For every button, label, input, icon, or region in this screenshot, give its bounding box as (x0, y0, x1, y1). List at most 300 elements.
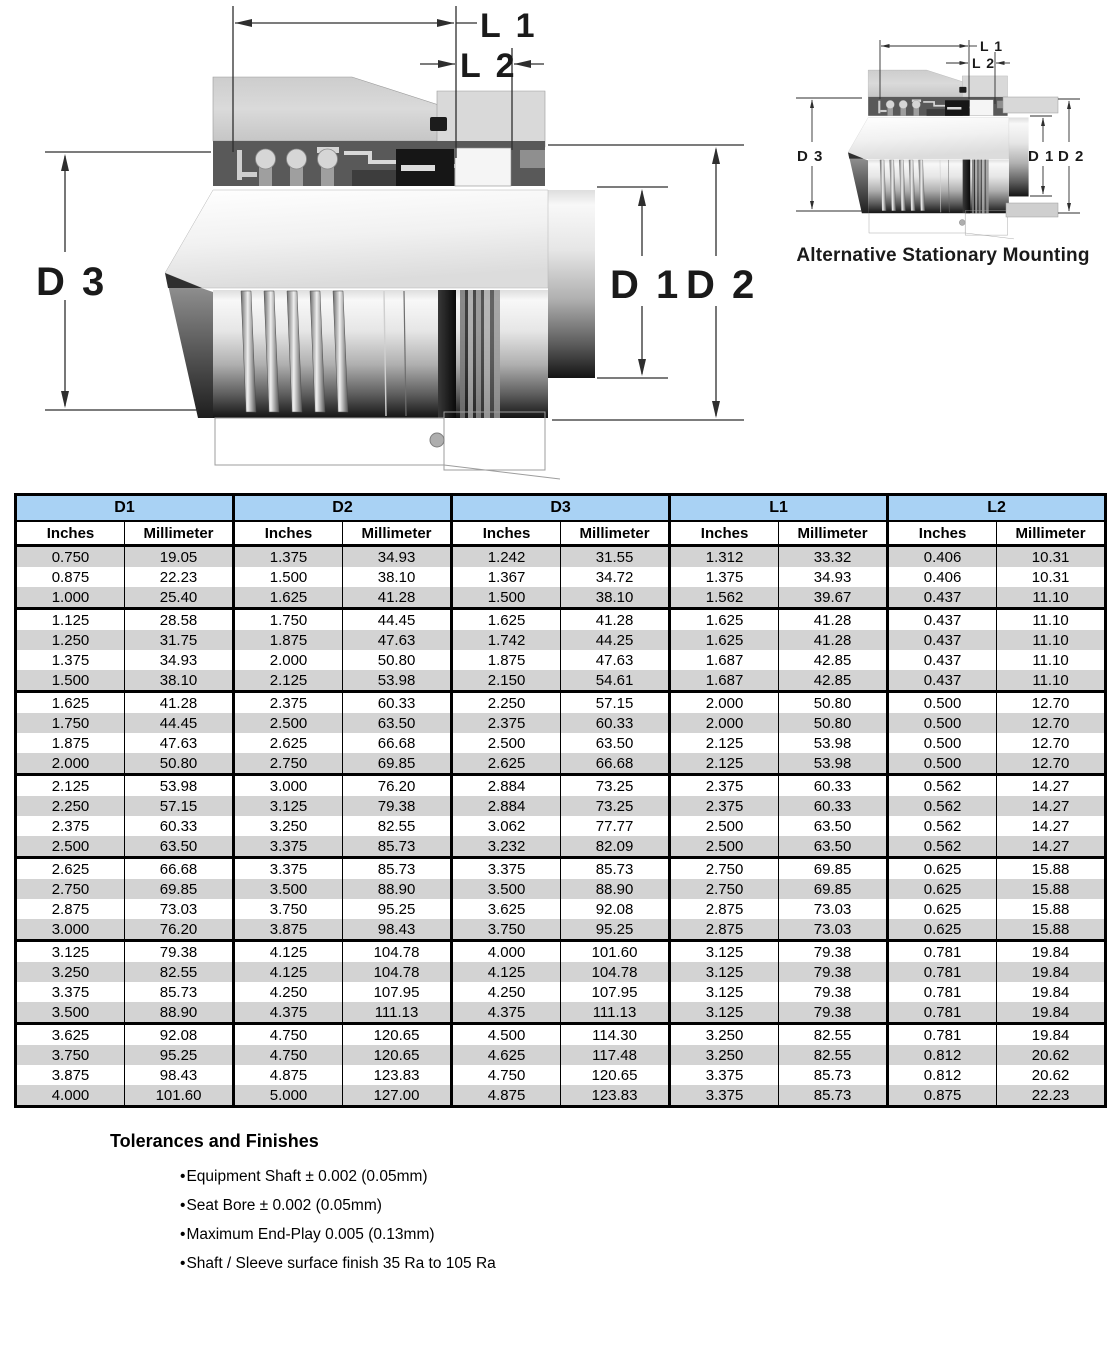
table-cell: 3.750 (234, 899, 343, 919)
table-cell: 60.33 (779, 775, 888, 797)
table-cell: 53.98 (779, 733, 888, 753)
table-group-header-row (16, 495, 1106, 522)
table-cell: 0.500 (888, 713, 997, 733)
table-cell: 41.28 (343, 587, 452, 609)
table-cell: 4.125 (234, 941, 343, 963)
table-row (16, 1085, 1106, 1107)
tolerance-item: • Shaft / Sleeve surface finish 35 Ra to 105 Ra (180, 1254, 810, 1273)
table-cell: 104.78 (561, 962, 670, 982)
table-cell: 1.375 (234, 546, 343, 568)
subheader-inches: Inches (670, 521, 779, 546)
table-row (16, 1002, 1106, 1024)
table-cell: 3.125 (670, 1002, 779, 1024)
table-cell: 1.742 (452, 630, 561, 650)
table-cell: 31.75 (125, 630, 234, 650)
table-cell: 14.27 (997, 796, 1106, 816)
table-row (16, 836, 1106, 858)
table-cell: 3.500 (452, 879, 561, 899)
table-cell: 63.50 (561, 733, 670, 753)
table-cell: 4.375 (234, 1002, 343, 1024)
table-cell: 82.55 (779, 1024, 888, 1046)
table-cell: 12.70 (997, 753, 1106, 775)
table-cell: 82.55 (779, 1045, 888, 1065)
table-cell: 3.750 (16, 1045, 125, 1065)
table-row (16, 775, 1106, 797)
table-cell: 38.10 (343, 567, 452, 587)
table-cell: 63.50 (343, 713, 452, 733)
table-cell: 0.875 (888, 1085, 997, 1107)
table-cell: 3.500 (234, 879, 343, 899)
table-cell: 79.38 (779, 962, 888, 982)
table-cell: 57.15 (125, 796, 234, 816)
table-cell: 104.78 (343, 941, 452, 963)
table-cell: 1.500 (234, 567, 343, 587)
table-cell: 3.375 (452, 858, 561, 880)
subheader-millimeter: Millimeter (343, 521, 452, 546)
table-cell: 2.625 (452, 753, 561, 775)
table-row (16, 567, 1106, 587)
table-cell: 1.000 (16, 587, 125, 609)
table-cell: 95.25 (125, 1045, 234, 1065)
table-cell: 95.25 (343, 899, 452, 919)
table-cell: 19.84 (997, 1002, 1106, 1024)
table-cell: 2.000 (670, 692, 779, 714)
dimension-table (14, 493, 1107, 1108)
table-cell: 2.125 (670, 753, 779, 775)
table-cell: 47.63 (561, 650, 670, 670)
table-cell: 57.15 (561, 692, 670, 714)
table-cell: 1.375 (670, 567, 779, 587)
table-cell: 0.562 (888, 775, 997, 797)
table-cell: 120.65 (343, 1024, 452, 1046)
dimension-table-wrap (14, 493, 1104, 1108)
table-cell: 82.55 (343, 816, 452, 836)
table-cell: 41.28 (561, 609, 670, 631)
table-cell: 38.10 (125, 670, 234, 692)
table-cell: 3.375 (670, 1085, 779, 1107)
table-cell: 3.375 (234, 858, 343, 880)
table-cell: 1.875 (452, 650, 561, 670)
table-cell: 14.27 (997, 816, 1106, 836)
table-cell: 2.125 (234, 670, 343, 692)
table-cell: 2.375 (670, 796, 779, 816)
table-cell: 0.781 (888, 941, 997, 963)
table-cell: 3.000 (16, 919, 125, 941)
table-cell: 0.437 (888, 587, 997, 609)
table-cell: 11.10 (997, 609, 1106, 631)
table-cell: 1.375 (16, 650, 125, 670)
table-cell: 4.750 (234, 1024, 343, 1046)
table-cell: 85.73 (343, 858, 452, 880)
table-cell: 2.750 (670, 858, 779, 880)
table-cell: 4.250 (234, 982, 343, 1002)
table-cell: 101.60 (561, 941, 670, 963)
table-cell: 53.98 (125, 775, 234, 797)
table-cell: 76.20 (343, 775, 452, 797)
table-cell: 3.125 (16, 941, 125, 963)
table-cell: 19.05 (125, 546, 234, 568)
main-seal-cross-section (165, 77, 595, 479)
table-cell: 85.73 (561, 858, 670, 880)
table-cell: 2.750 (670, 879, 779, 899)
table-cell: 44.25 (561, 630, 670, 650)
table-cell: 4.000 (452, 941, 561, 963)
table-cell: 47.63 (343, 630, 452, 650)
table-cell: 20.62 (997, 1065, 1106, 1085)
table-cell: 114.30 (561, 1024, 670, 1046)
table-cell: 1.750 (16, 713, 125, 733)
table-cell: 98.43 (125, 1065, 234, 1085)
table-cell: 0.406 (888, 546, 997, 568)
table-cell: 1.500 (452, 587, 561, 609)
table-cell: 3.375 (234, 836, 343, 858)
table-cell: 3.625 (16, 1024, 125, 1046)
table-cell: 0.812 (888, 1065, 997, 1085)
table-cell: 3.062 (452, 816, 561, 836)
table-cell: 14.27 (997, 775, 1106, 797)
table-cell: 4.750 (452, 1065, 561, 1085)
table-cell: 60.33 (343, 692, 452, 714)
table-cell: 22.23 (997, 1085, 1106, 1107)
table-cell: 3.125 (234, 796, 343, 816)
table-cell: 63.50 (779, 816, 888, 836)
table-cell: 3.125 (670, 982, 779, 1002)
table-cell: 88.90 (125, 1002, 234, 1024)
table-cell: 85.73 (125, 982, 234, 1002)
table-cell: 2.250 (16, 796, 125, 816)
table-cell: 69.85 (343, 753, 452, 775)
table-row (16, 899, 1106, 919)
table-cell: 73.03 (779, 919, 888, 941)
table-cell: 2.875 (670, 899, 779, 919)
table-cell: 2.884 (452, 796, 561, 816)
table-row (16, 733, 1106, 753)
table-row (16, 609, 1106, 631)
table-cell: 38.10 (561, 587, 670, 609)
table-cell: 69.85 (125, 879, 234, 899)
subheader-inches: Inches (16, 521, 125, 546)
dimension-label-l1: L 1 (480, 7, 538, 45)
table-cell: 12.70 (997, 733, 1106, 753)
table-cell: 98.43 (343, 919, 452, 941)
table-cell: 2.375 (670, 775, 779, 797)
table-cell: 28.58 (125, 609, 234, 631)
table-cell: 15.88 (997, 919, 1106, 941)
column-group-d1: D1 (16, 495, 234, 522)
table-cell: 60.33 (125, 816, 234, 836)
table-cell: 69.85 (779, 879, 888, 899)
table-cell: 19.84 (997, 941, 1106, 963)
table-cell: 4.125 (452, 962, 561, 982)
table-cell: 0.781 (888, 1024, 997, 1046)
column-group-d2: D2 (234, 495, 452, 522)
table-cell: 0.781 (888, 962, 997, 982)
table-cell: 14.27 (997, 836, 1106, 858)
table-cell: 2.150 (452, 670, 561, 692)
alt-dimension-label-d2: D 2 (1058, 148, 1085, 165)
table-cell: 2.375 (16, 816, 125, 836)
subheader-inches: Inches (452, 521, 561, 546)
table-cell: 0.562 (888, 836, 997, 858)
table-cell: 79.38 (779, 982, 888, 1002)
table-cell: 0.875 (16, 567, 125, 587)
table-row (16, 753, 1106, 775)
table-cell: 79.38 (343, 796, 452, 816)
table-cell: 1.312 (670, 546, 779, 568)
table-cell: 95.25 (561, 919, 670, 941)
table-cell: 123.83 (561, 1085, 670, 1107)
table-cell: 1.125 (16, 609, 125, 631)
table-cell: 92.08 (561, 899, 670, 919)
table-row (16, 919, 1106, 941)
table-cell: 3.125 (670, 962, 779, 982)
dimension-label-d2: D 2 (686, 263, 758, 307)
table-cell: 50.80 (779, 713, 888, 733)
table-cell: 92.08 (125, 1024, 234, 1046)
column-group-l2: L2 (888, 495, 1106, 522)
table-cell: 10.31 (997, 546, 1106, 568)
table-cell: 2.500 (670, 836, 779, 858)
table-cell: 73.03 (125, 899, 234, 919)
table-cell: 3.375 (670, 1065, 779, 1085)
table-cell: 3.375 (16, 982, 125, 1002)
table-cell: 34.93 (779, 567, 888, 587)
table-cell: 0.781 (888, 982, 997, 1002)
table-cell: 117.48 (561, 1045, 670, 1065)
table-cell: 2.884 (452, 775, 561, 797)
table-cell: 2.500 (234, 713, 343, 733)
table-cell: 1.625 (234, 587, 343, 609)
subheader-millimeter: Millimeter (561, 521, 670, 546)
table-cell: 3.625 (452, 899, 561, 919)
table-cell: 0.625 (888, 879, 997, 899)
table-cell: 0.437 (888, 670, 997, 692)
table-cell: 4.625 (452, 1045, 561, 1065)
table-cell: 22.23 (125, 567, 234, 587)
table-row (16, 630, 1106, 650)
table-cell: 3.875 (16, 1065, 125, 1085)
dimension-label-l2: L 2 (460, 47, 518, 85)
table-row (16, 713, 1106, 733)
table-cell: 0.406 (888, 567, 997, 587)
table-cell: 0.500 (888, 692, 997, 714)
table-cell: 1.625 (670, 609, 779, 631)
table-cell: 79.38 (779, 1002, 888, 1024)
table-cell: 4.125 (234, 962, 343, 982)
tolerances-section (110, 1131, 810, 1283)
table-cell: 76.20 (125, 919, 234, 941)
table-row (16, 1024, 1106, 1046)
table-cell: 1.500 (16, 670, 125, 692)
table-cell: 50.80 (343, 650, 452, 670)
table-cell: 31.55 (561, 546, 670, 568)
table-cell: 4.875 (234, 1065, 343, 1085)
table-cell: 1.625 (16, 692, 125, 714)
table-cell: 66.68 (561, 753, 670, 775)
table-row (16, 858, 1106, 880)
table-row (16, 692, 1106, 714)
table-cell: 0.437 (888, 630, 997, 650)
table-cell: 3.750 (452, 919, 561, 941)
table-cell: 4.375 (452, 1002, 561, 1024)
subheader-inches: Inches (888, 521, 997, 546)
table-cell: 79.38 (779, 941, 888, 963)
table-cell: 79.38 (125, 941, 234, 963)
alt-dimension-label-l1: L 1 (980, 38, 1003, 54)
table-cell: 3.250 (670, 1024, 779, 1046)
table-cell: 0.562 (888, 796, 997, 816)
table-cell: 50.80 (125, 753, 234, 775)
table-cell: 19.84 (997, 982, 1106, 1002)
table-cell: 39.67 (779, 587, 888, 609)
table-cell: 1.250 (16, 630, 125, 650)
table-cell: 1.687 (670, 670, 779, 692)
table-cell: 3.875 (234, 919, 343, 941)
table-cell: 1.750 (234, 609, 343, 631)
table-cell: 34.93 (343, 546, 452, 568)
table-cell: 104.78 (343, 962, 452, 982)
table-cell: 82.55 (125, 962, 234, 982)
alt-dimension-label-d1: D 1 (1028, 148, 1055, 165)
table-body (16, 546, 1106, 1107)
table-cell: 88.90 (561, 879, 670, 899)
table-cell: 15.88 (997, 858, 1106, 880)
table-cell: 73.25 (561, 796, 670, 816)
table-cell: 101.60 (125, 1085, 234, 1107)
table-cell: 107.95 (343, 982, 452, 1002)
table-cell: 0.625 (888, 919, 997, 941)
table-cell: 2.500 (452, 733, 561, 753)
table-cell: 0.812 (888, 1045, 997, 1065)
table-cell: 2.500 (16, 836, 125, 858)
table-cell: 2.000 (234, 650, 343, 670)
table-cell: 4.000 (16, 1085, 125, 1107)
table-cell: 123.83 (343, 1065, 452, 1085)
table-cell: 3.232 (452, 836, 561, 858)
table-cell: 12.70 (997, 692, 1106, 714)
subheader-millimeter: Millimeter (125, 521, 234, 546)
table-cell: 3.000 (234, 775, 343, 797)
table-row (16, 650, 1106, 670)
table-cell: 19.84 (997, 1024, 1106, 1046)
table-cell: 85.73 (779, 1085, 888, 1107)
table-cell: 1.625 (452, 609, 561, 631)
table-cell: 63.50 (779, 836, 888, 858)
alt-dimension-label-l2: L 2 (972, 55, 995, 71)
table-cell: 0.625 (888, 899, 997, 919)
table-cell: 0.500 (888, 733, 997, 753)
table-cell: 54.61 (561, 670, 670, 692)
diagram-area (0, 0, 1118, 490)
subheader-millimeter: Millimeter (779, 521, 888, 546)
table-cell: 85.73 (343, 836, 452, 858)
table-cell: 25.40 (125, 587, 234, 609)
column-group-d3: D3 (452, 495, 670, 522)
table-row (16, 1045, 1106, 1065)
table-row (16, 796, 1106, 816)
table-cell: 0.437 (888, 650, 997, 670)
table-cell: 0.625 (888, 858, 997, 880)
table-cell: 85.73 (779, 1065, 888, 1085)
table-cell: 1.242 (452, 546, 561, 568)
table-cell: 20.62 (997, 1045, 1106, 1065)
table-cell: 2.750 (16, 879, 125, 899)
subheader-millimeter: Millimeter (997, 521, 1106, 546)
table-cell: 2.125 (16, 775, 125, 797)
table-cell: 73.25 (561, 775, 670, 797)
table-cell: 11.10 (997, 630, 1106, 650)
table-cell: 15.88 (997, 879, 1106, 899)
dimension-label-d1: D 1 (610, 263, 682, 307)
table-cell: 60.33 (779, 796, 888, 816)
table-cell: 0.437 (888, 609, 997, 631)
table-cell: 11.10 (997, 650, 1106, 670)
table-row (16, 670, 1106, 692)
table-cell: 63.50 (125, 836, 234, 858)
table-cell: 44.45 (343, 609, 452, 631)
table-cell: 3.250 (234, 816, 343, 836)
table-cell: 111.13 (561, 1002, 670, 1024)
column-group-l1: L1 (670, 495, 888, 522)
table-cell: 53.98 (779, 753, 888, 775)
table-cell: 2.125 (670, 733, 779, 753)
table-row (16, 587, 1106, 609)
table-cell: 10.31 (997, 567, 1106, 587)
tolerances-list (110, 1167, 810, 1273)
table-cell: 2.250 (452, 692, 561, 714)
table-cell: 66.68 (125, 858, 234, 880)
table-cell: 1.875 (234, 630, 343, 650)
table-cell: 77.77 (561, 816, 670, 836)
table-cell: 3.250 (670, 1045, 779, 1065)
table-cell: 0.500 (888, 753, 997, 775)
alt-dimension-label-d3: D 3 (797, 148, 824, 165)
table-cell: 12.70 (997, 713, 1106, 733)
subheader-inches: Inches (234, 521, 343, 546)
table-cell: 33.32 (779, 546, 888, 568)
table-row (16, 879, 1106, 899)
table-cell: 3.125 (670, 941, 779, 963)
table-cell: 73.03 (779, 899, 888, 919)
table-cell: 2.375 (452, 713, 561, 733)
table-cell: 2.500 (670, 816, 779, 836)
table-cell: 3.500 (16, 1002, 125, 1024)
table-cell: 82.09 (561, 836, 670, 858)
table-cell: 120.65 (343, 1045, 452, 1065)
table-cell: 60.33 (561, 713, 670, 733)
table-cell: 34.93 (125, 650, 234, 670)
table-cell: 88.90 (343, 879, 452, 899)
tolerances-title: Tolerances and Finishes (110, 1131, 319, 1151)
tolerance-item: • Seat Bore ± 0.002 (0.05mm) (180, 1196, 810, 1215)
table-cell: 2.875 (670, 919, 779, 941)
table-cell: 127.00 (343, 1085, 452, 1107)
table-cell: 3.250 (16, 962, 125, 982)
table-cell: 53.98 (343, 670, 452, 692)
table-cell: 34.72 (561, 567, 670, 587)
table-cell: 2.875 (16, 899, 125, 919)
table-row (16, 941, 1106, 963)
table-cell: 11.10 (997, 670, 1106, 692)
table-cell: 4.875 (452, 1085, 561, 1107)
table-cell: 111.13 (343, 1002, 452, 1024)
table-cell: 2.000 (670, 713, 779, 733)
table-cell: 107.95 (561, 982, 670, 1002)
table-cell: 1.562 (670, 587, 779, 609)
table-cell: 5.000 (234, 1085, 343, 1107)
table-cell: 2.625 (234, 733, 343, 753)
alt-diagram-caption: Alternative Stationary Mounting (796, 245, 1090, 266)
